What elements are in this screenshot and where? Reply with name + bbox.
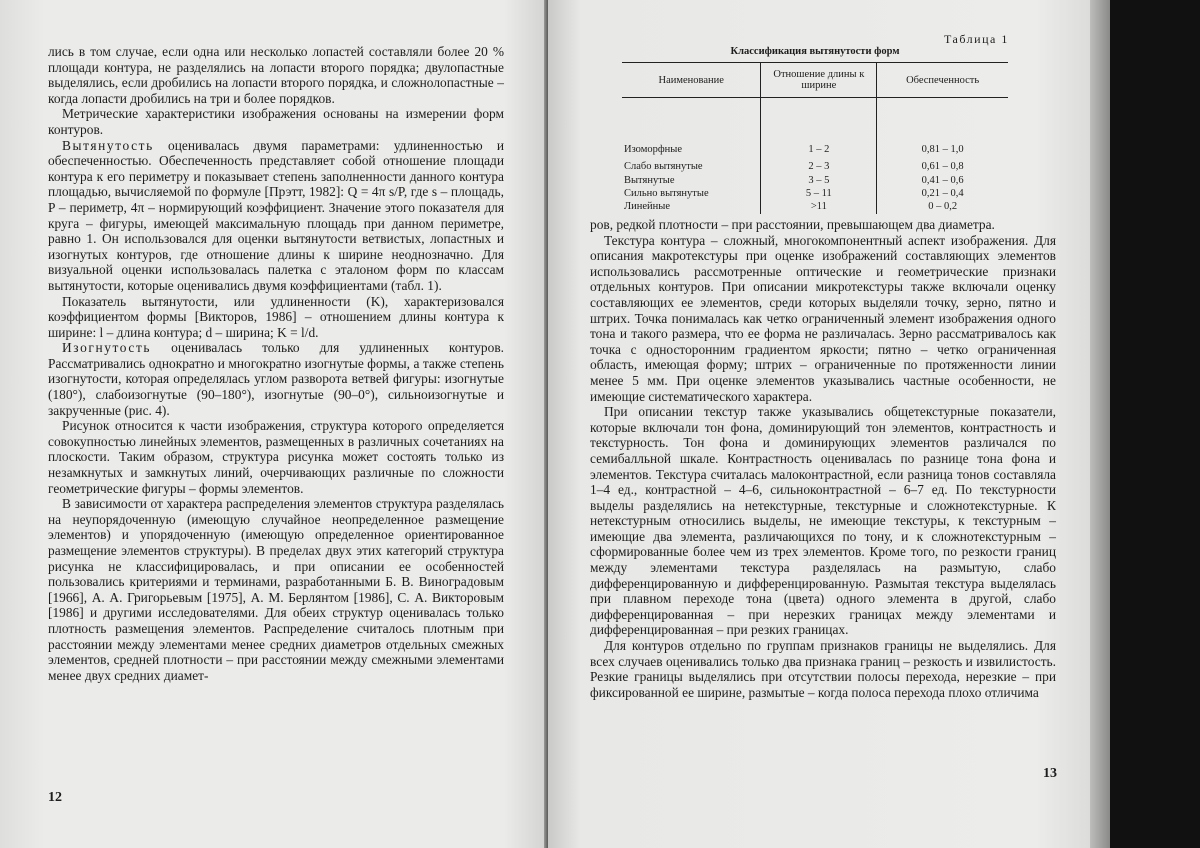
paragraph-text: лись в том случае, если одна или несколько лопастей составляли более 20 % площади контура, не разделялись на лопасти второго порядка; двулопастные выделялись, если дробились на лопасти второго порядка, и сложнолопастные – когда лопасти дробились на три и более порядков. [48, 44, 504, 106]
table-header: Наименование [622, 63, 761, 98]
table-cell: 5 – 11 [761, 188, 877, 201]
paragraph-text: оценивалась двумя параметрами: удлиненностью и обеспеченностью. Обеспеченность представляет собой отношение площади контура к его периметру и показывает степень заполненности данного контура площадью, вычисляемой по формуле [Прэтт, 1982]: Q = 4π s/P, где s – площадь, P – периметр, 4π – нормирующий коэффициент. Значение этого показателя для круга – фигуры, имеющей максимальную площадь при данном периметре, равно 1. Он использовался для оценки вытянутости ветвистых, лопастных и изогнутых контуров, где отношение длины к ширине неоднозначно. Для визуальной оценки использовалась палетка с эталоном форм по классам вытянутости, которые оценивались двумя коэффициентами (табл. 1). [48, 137, 504, 293]
paragraph [48, 340, 504, 418]
paragraph [590, 233, 1056, 405]
table-row [622, 188, 1008, 201]
paragraph-text: При описании текстур также указывались общетекстурные показатели, которые включали тон фона, доминирующий тон элементов, контрастность и текстурность. Тон фона и доминирующих элементов различался по семибалльной шкале. Контрастность оценивалась по разнице тона фона и элементов. Текстура считалась малоконтрастной, если разница тонов составляла 1–4 ед., контрастной – 4–6, сильноконтрастной – 6–7 ед. По текстурности выделы разделялись на нетекстурные, текстурные и сложнотекстурные. К нетекстурным относились выделы, не имеющие текстуры, к текстурным – имеющие два элемента, различающихся по тону, и к сложнотекстурным – сформированные более чем из трех элементов. Кроме того, по резкости границ между элементами текстура разделялась на размытую, слабо дифференцированную и дифференцированную. Размытая текстура выделялась при плавном переходе тона (цвета) одного элемента в другой, слабо дифференцированная – при нерезких границах между элементами и дифференцированная – при резких границах. [590, 404, 1056, 638]
table-row [622, 175, 1008, 188]
paragraph-text: оценивалась только для удлиненных контуров. Рассматривались однократно и многократно изогнутые формы, а также степень изогнутости, которая определялась углом разворота ветвей фигуры: изогнутые (180°), слабоизогнутые (90–180°), изогнутые (90–0°), сильноизогнутые и закрученные (рис. 4). [48, 340, 504, 418]
table-cell: 0,21 – 0,4 [877, 188, 1008, 201]
table-cell: 0 – 0,2 [877, 201, 1008, 214]
term-heading: Изогнутость [62, 340, 152, 356]
table-cell: Изоморфные [624, 144, 683, 155]
table-cell: >11 [761, 201, 877, 214]
table-cell: Линейные [624, 200, 670, 212]
paragraph [48, 106, 504, 137]
table-cell: 3 – 5 [761, 175, 877, 188]
right-page-text [590, 217, 1056, 700]
page-number-left: 12 [48, 790, 62, 805]
table-cell: 1 – 2 [761, 98, 877, 162]
table-label: Таблица 1 [944, 32, 1009, 46]
table-cell: Сильно вытянутые [624, 187, 709, 199]
paragraph [590, 217, 1056, 233]
paragraph [48, 44, 504, 106]
paragraph [48, 294, 504, 341]
paragraph-text: Текстура контура – сложный, многокомпонентный аспект изображения. Для описания макротекстуры при оценке изображений составляющих элементов использовались рассмотренные оптические и геометрические признаки отдельных контуров. При описании микротекстуры также включали оценку составляющих ее элементов, среди которых выделяли точку, зерно, пятно и штрих. Точка понималась как четко ограниченный элемент изображения одного тона и такого размера, что ее форма не различалась. Зерно рассматривалось как точка с односторонним градиентом яркости; пятно – четко ограниченная область, имеющая форму; штрих – ограниченные по протяженности линии менее 5 мм. При оценке элементов указывались частные особенности, не имеющие систематического характера. [590, 232, 1056, 404]
paragraph [48, 418, 504, 496]
table-cell: 0,81 – 1,0 [877, 98, 1008, 162]
table-cell: Слабо вытянутые [624, 161, 703, 173]
table-header: Отношение длины к ширине [761, 63, 877, 98]
paragraph-text: Метрические характеристики изображения основаны на измерении форм контуров. [48, 106, 504, 137]
paragraph-text: Рисунок относится к части изображения, структура которого определяется совокупностью линейных элементов, размещенных в различных сочетаниях на плоскости. Таким образом, структура рисунка может состоять только из незамкнутых и замкнутых линий, очерчивающих различные по сложности геометрические фигуры – формы элементов. [48, 418, 504, 496]
paragraph [48, 138, 504, 294]
paragraph-text: В зависимости от характера распределения элементов структура разделялась на неупорядоченную (имеющую случайное неопределенное размещение элементов) и упорядоченную (имеющую определенное ориентированное размещение элементов структуры). В пределах двух этих категорий структура рисунка не классифицировалась, и при описании ее особенностей пользовались критериями и терминами, разработанными Б. В. Виноградовым [1966], А. А. Григорьевым [1975], А. М. Берлянтом [1986], С. А. Викторовым [1986] и другими исследователями. Для обеих структур оценивалась только плотность размещения элементов. Распределение считалось плотным при расстоянии между элементами менее средних диаметров отдельных смежных элементов, средней плотности – при расстоянии между смежными элементами менее двух средних диамет- [48, 496, 504, 683]
classification-table [622, 62, 1008, 214]
page-number-right: 13 [1043, 766, 1057, 781]
paragraph [590, 404, 1056, 638]
table-row [622, 201, 1008, 214]
table-cell: 0,41 – 0,6 [877, 175, 1008, 188]
table-cell: 2 – 3 [761, 161, 877, 174]
background [1110, 0, 1200, 848]
paragraph [590, 638, 1056, 700]
table-cell: Вытянутые [624, 174, 675, 186]
paragraph-text: ров, редкой плотности – при расстоянии, превышающем два диаметра. [590, 217, 995, 232]
page-edge [1090, 0, 1110, 848]
table-row [622, 161, 1008, 174]
left-page [0, 0, 548, 848]
term-heading: Вытянутость [62, 137, 154, 153]
table-caption: Классификация вытянутости форм [730, 46, 900, 57]
table-header-row [622, 63, 1008, 98]
paragraph [48, 496, 504, 683]
paragraph-text: Показатель вытянутости, или удлиненности (K), характеризовался коэффициентом формы [Викторов, 1986] – отношением длины контура к ширине: l – длина контура; d – ширина; K = l/d. [48, 293, 504, 340]
table-cell: 0,61 – 0,8 [877, 161, 1008, 174]
left-page-text [48, 44, 504, 683]
paragraph-text: Для контуров отдельно по группам признаков границы не выделялись. Для всех случаев оценивались только два признака границ – резкость и извилистость. Резкие границы выделялись при отсутствии полосы перехода, нерезкие – при фиксированной ее ширине, размытые – когда полоса перехода плохо отличима [590, 638, 1056, 700]
table-row [622, 98, 1008, 162]
table-header: Обеспеченность [877, 63, 1008, 98]
